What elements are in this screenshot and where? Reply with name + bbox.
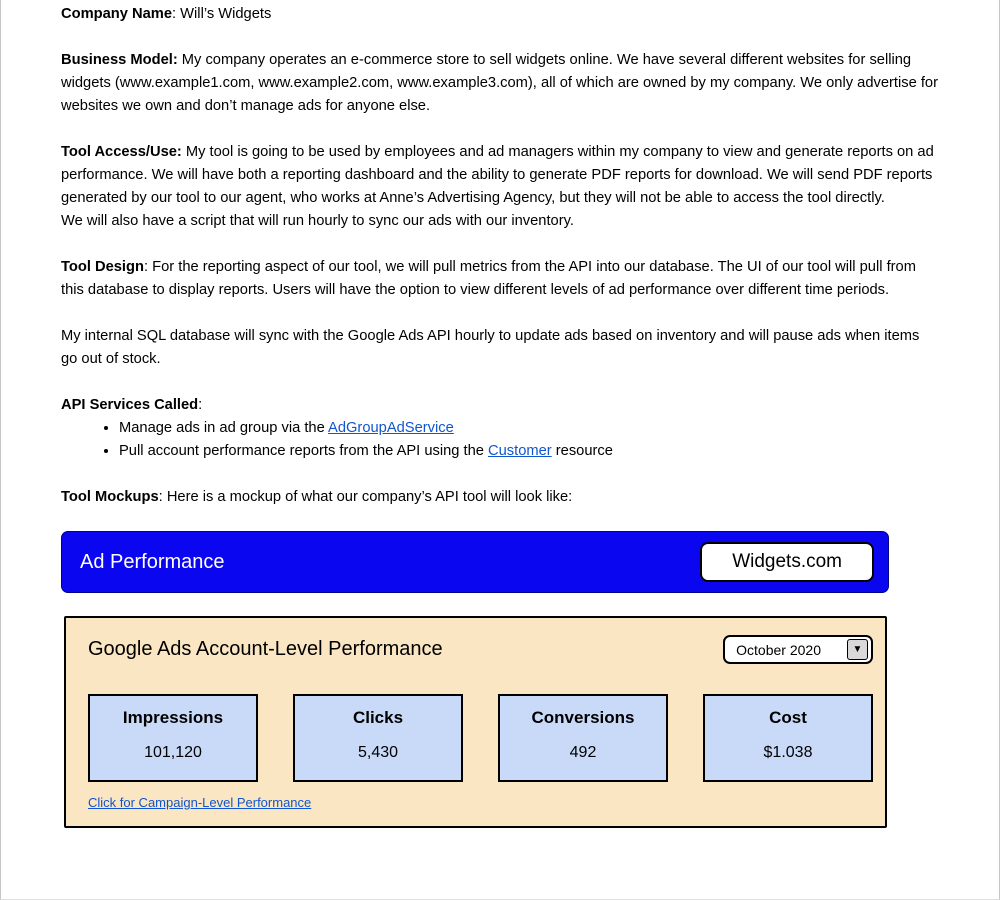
tool-mockups-text: : Here is a mockup of what our company’s API tool will look like: (158, 489, 573, 505)
metric-label: Clicks (352, 708, 404, 727)
company-name-label: Company Name (61, 6, 173, 22)
paragraph-tool-access (61, 141, 939, 233)
sql-sync-text: My internal SQL database will sync with the Google Ads API hourly to update ads based on inventory and will pause ads when items go out of stock. (61, 328, 920, 367)
paragraph-company-name (61, 3, 939, 26)
paragraph-tool-design (61, 256, 939, 302)
metrics-row (88, 694, 873, 782)
widgets-site-button[interactable]: Widgets.com (700, 542, 874, 582)
tool-design-label: Tool Design (61, 259, 144, 275)
bullet-1-text: Manage ads in ad group via the (119, 420, 329, 436)
metric-value: 492 (569, 744, 597, 761)
mockup-header-title: Ad Performance (80, 550, 225, 573)
period-dropdown-value: October 2020 (736, 641, 821, 658)
paragraph-api-services (61, 394, 939, 417)
business-model-label: Business Model: (61, 52, 178, 68)
metric-label: Conversions (531, 708, 635, 727)
tool-mockups-label: Tool Mockups (61, 489, 159, 505)
chevron-down-icon: ▼ (852, 643, 863, 655)
paragraph-sql-sync (61, 325, 939, 371)
account-performance-panel (64, 616, 887, 828)
api-services-list (61, 417, 939, 463)
paragraph-tool-mockups (61, 486, 939, 509)
list-item-customer (119, 440, 939, 463)
metric-value: 5,430 (357, 744, 399, 761)
metric-card-impressions (88, 694, 258, 782)
period-dropdown[interactable] (723, 635, 873, 664)
metric-value: $1.038 (763, 744, 813, 761)
paragraph-business-model (61, 49, 939, 118)
bullet-2-text: Pull account performance reports from the API using the (119, 443, 489, 459)
panel-header-row (88, 635, 873, 664)
metric-card-clicks (293, 694, 463, 782)
api-services-label: API Services Called (61, 397, 199, 413)
company-name-value: : Will’s Widgets (172, 6, 272, 22)
mockup-header-bar (61, 531, 889, 593)
tool-design-text: : For the reporting aspect of our tool, we will pull metrics from the API into our database. The UI of our tool will pull from this database to display reports. Users will have the option to view different levels of ad performance over different time periods. (61, 259, 916, 298)
adgroupadservice-link[interactable]: AdGroupAdService (328, 420, 454, 436)
metric-value: 101,120 (144, 744, 202, 761)
metric-card-conversions (498, 694, 668, 782)
campaign-level-link[interactable]: Click for Campaign-Level Performance (88, 795, 312, 810)
dropdown-arrow-button[interactable] (847, 639, 868, 660)
api-services-colon: : (198, 397, 203, 413)
tool-access-label: Tool Access/Use: (61, 144, 182, 160)
tool-access-text-2: We will also have a script that will run hourly to sync our ads with our inventory. (61, 213, 574, 229)
tool-access-text: My tool is going to be used by employees and ad managers within my company to view and generate reports on ad performance. We will have both a reporting dashboard and the ability to generate PDF reports for download. We will send PDF reports generated by our tool to our agent, who works at Anne’s Advertising Agency, but they will not be able to access the tool directly. (61, 144, 934, 206)
panel-title: Google Ads Account-Level Performance (88, 638, 443, 660)
business-model-text: My company operates an e-commerce store to sell widgets online. We have several different websites for selling widgets (www.example1.com, www.example2.com, www.example3.com), all of which are owned by my company. We only advertise for websites we own and don’t manage ads for anyone else. (61, 52, 938, 114)
customer-resource-link[interactable]: Customer (488, 443, 552, 459)
metric-card-cost (703, 694, 873, 782)
bullet-2-post: resource (551, 443, 613, 459)
list-item-adgroupadservice (119, 417, 939, 440)
metric-label: Impressions (122, 708, 224, 727)
metric-label: Cost (769, 708, 807, 727)
